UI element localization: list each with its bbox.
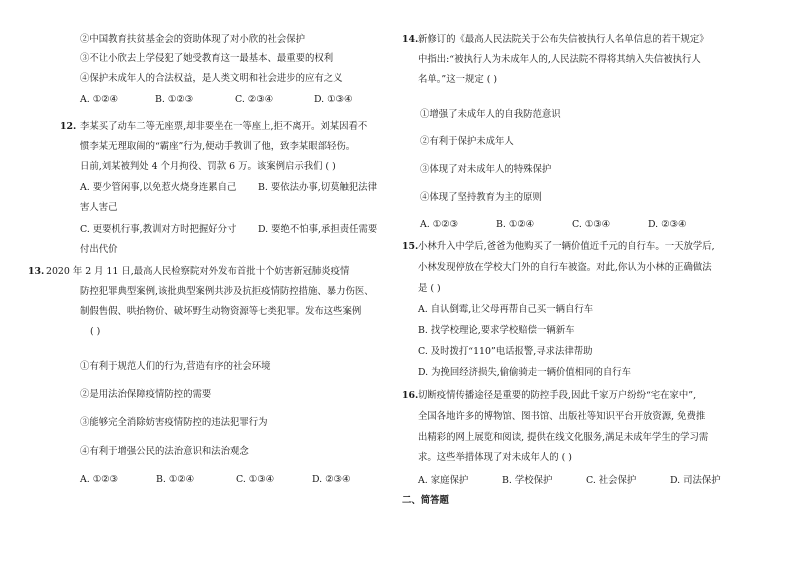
q15-option-b[interactable]: B. 找学校理论,要求学校赔偿一辆新车 — [418, 325, 575, 336]
q14-number: 14. — [402, 34, 419, 45]
q14-options — [420, 219, 740, 233]
q14-stem-line-3: 名单。”这一规定 ( ) — [418, 74, 497, 85]
q11-option-b[interactable]: B. ①②③ — [155, 94, 194, 105]
q12-stem-line-2: 惯李某无理取闹的“霸座”行为,便动手教训了他，致李某眼部轻伤。 — [80, 141, 356, 152]
q11-item-2: ②中国教育扶贫基金会的资助体现了对小欣的社会保护 — [80, 34, 306, 45]
q16-option-a[interactable]: A. 家庭保护 — [418, 475, 469, 486]
q11-options — [80, 94, 380, 108]
q12-option-c[interactable]: C. 更要机行事,教训对方时把握好分寸 — [80, 224, 237, 235]
q16-stem-line-3: 出精彩的网上展览和阅读, 提供在线文化服务,满足未成年学生的学习需 — [418, 432, 709, 443]
q13-item-1: ①有利于规范人们的行为,营造有序的社会环境 — [80, 361, 271, 372]
q13-item-4: ④有利于增强公民的法治意识和法治观念 — [80, 446, 249, 457]
q14-option-a[interactable]: A. ①②③ — [420, 219, 458, 230]
q14-item-4: ④体现了坚持教育为主的原则 — [420, 192, 542, 203]
q15-number: 15. — [402, 241, 419, 252]
q13-option-c[interactable]: C. ①③④ — [236, 474, 275, 485]
q16-stem-line-2: 全国各地许多的博物馆、图书馆、出版社等知识平台开放资源, 免费推 — [418, 411, 706, 422]
q11-item-4: ④保护未成年人的合法权益，是人类文明和社会进步的应有之义 — [80, 73, 343, 84]
q14-option-b[interactable]: B. ①②④ — [496, 219, 535, 230]
q16-stem-line-1: 切断疫情传播途径是重要的防控手段,因此千家万户纷纷“宅在家中”, — [418, 390, 697, 401]
q16-option-b[interactable]: B. 学校保护 — [502, 475, 553, 486]
q13-option-b[interactable]: B. ①②④ — [156, 474, 195, 485]
q15-option-d[interactable]: D. 为挽回经济损失,偷偷骑走一辆价值相同的自行车 — [418, 367, 631, 378]
q11-item-3: ③不让小欣去上学侵犯了她受教育这一最基本、最重要的权利 — [80, 53, 334, 64]
q12-option-a[interactable]: A. 要少管闲事,以免惹火烧身连累自己 — [80, 182, 237, 193]
q12-option-d-cont: 付出代价 — [80, 244, 118, 255]
q14-item-2: ②有利于保护未成年人 — [420, 136, 514, 147]
q11-option-c[interactable]: C. ②③④ — [235, 94, 274, 105]
q13-number: 13. — [28, 266, 45, 277]
q16-number: 16. — [402, 390, 419, 401]
q12-number: 12. — [60, 121, 77, 132]
q13-options — [80, 474, 390, 488]
q16-option-d[interactable]: D. 司法保护 — [670, 475, 721, 486]
q12-option-d[interactable]: D. 要绝不怕事,承担责任需要 — [258, 224, 378, 235]
q14-option-c[interactable]: C. ①③④ — [572, 219, 611, 230]
q11-option-a[interactable]: A. ①②④ — [80, 94, 118, 105]
section-heading-short-answer: 二、简答题 — [402, 495, 449, 506]
q14-item-3: ③体现了对未成年人的特殊保护 — [420, 164, 552, 175]
q14-item-1: ①增强了未成年人的自我防范意识 — [420, 109, 561, 120]
q13-stem-line-3: 制假售假、哄抬物价、破坏野生动物资源等七类犯罪。发布这些案例 — [80, 306, 362, 317]
q11-option-d[interactable]: D. ①③④ — [314, 94, 353, 105]
q13-stem-line-4: ( ) — [90, 326, 101, 337]
q12-option-b-cont: 害人害己 — [80, 202, 118, 213]
q13-item-2: ②是用法治保障疫情防控的需要 — [80, 389, 212, 400]
q12-stem-line-3: 日前,刘某被判处 4 个月拘役、罚款 6 万。该案例启示我们 ( ) — [80, 161, 336, 172]
q14-option-d[interactable]: D. ②③④ — [648, 219, 687, 230]
q15-option-a[interactable]: A. 自认倒霉,让父母再帮自己买一辆自行车 — [418, 304, 594, 315]
q16-options — [418, 472, 748, 486]
q14-stem-line-1: 新修订的《最高人民法院关于公布失信被执行人名单信息的若干规定》 — [418, 34, 709, 45]
q15-stem-line-3: 是 ( ) — [418, 283, 441, 294]
q16-option-c[interactable]: C. 社会保护 — [586, 475, 637, 486]
q12-stem-line-1: 李某买了动车二等无座票,却非要坐在一等座上,拒不离开。刘某因看不 — [80, 121, 368, 132]
q16-stem-line-4: 求。这些举措体现了对未成年人的 ( ) — [418, 452, 572, 463]
q15-option-c[interactable]: C. 及时拨打“110”电话报警,寻求法律帮助 — [418, 346, 593, 357]
q12-option-b[interactable]: B. 要依法办事,切莫触犯法律 — [258, 182, 377, 193]
q13-stem-line-2: 防控犯罪典型案例,该批典型案例共涉及抗拒疫情防控措施、暴力伤医、 — [80, 286, 374, 297]
q13-stem-line-1: 2020 年 2 月 11 日,最高人民检察院对外发布首批十个妨害新冠肺炎疫情 — [46, 266, 350, 277]
q13-option-d[interactable]: D. ②③④ — [312, 474, 351, 485]
q14-stem-line-2: 中指出:“被执行人为未成年人的,人民法院不得将其纳入失信被执行人 — [418, 54, 701, 65]
q15-stem-line-2: 小林发现停放在学校大门外的自行车被盗。对此,你认为小林的正确做法 — [418, 262, 712, 273]
q15-stem-line-1: 小林升入中学后,爸爸为他购买了一辆价值近千元的自行车。一天放学后, — [418, 241, 715, 252]
q13-item-3: ③能够完全消除妨害疫情防控的违法犯罪行为 — [80, 417, 268, 428]
q13-option-a[interactable]: A. ①②③ — [80, 474, 118, 485]
